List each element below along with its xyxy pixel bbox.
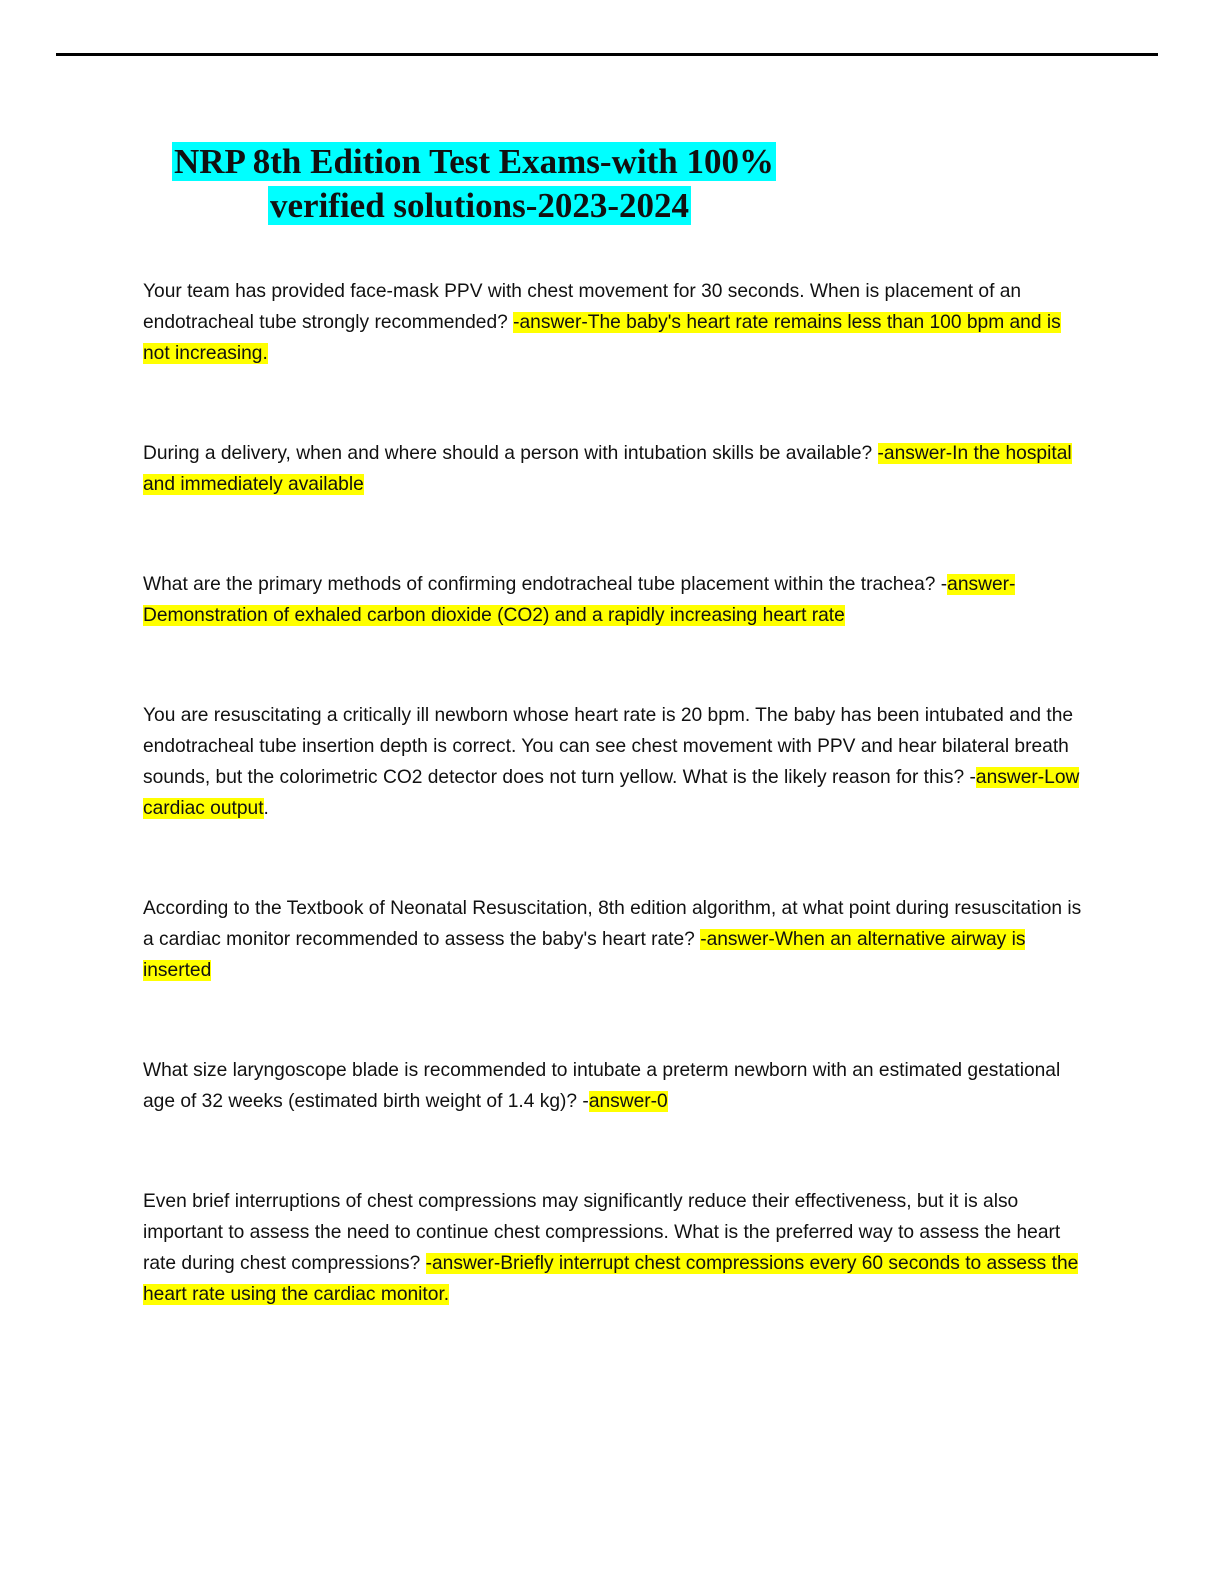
question-text: What are the primary methods of confirming endotracheal tube placement within the trachea? - — [143, 574, 948, 595]
question-text: During a delivery, when and where should a person with intubation skills be available? — [143, 443, 878, 464]
answer-text: answer-Demonstration of exhaled carbon dioxide (CO2) and a rapidly increasing heart rate — [143, 574, 1016, 626]
qa-item — [143, 700, 1083, 824]
title-line-2: verified solutions-2023-2024 — [270, 186, 690, 225]
question-text: Even brief interruptions of chest compressions may significantly reduce their effectiveness, but it is also important to assess the need to continue chest compressions. What is the preferred way to assess the heart rate during chest compressions? — [143, 1191, 1061, 1274]
qa-item — [143, 569, 1083, 631]
answer-text: -answer-Briefly interrupt chest compressions every 60 seconds to assess the heart rate using the cardiac monitor. — [143, 1253, 1079, 1305]
question-text: According to the Textbook of Neonatal Resuscitation, 8th edition algorithm, at what point during resuscitation is a cardiac monitor recommended to assess the baby's heart rate? — [143, 898, 1082, 950]
qa-item — [143, 893, 1083, 986]
answer-text: -answer-The baby's heart rate remains less than 100 bpm and is not increasing. — [143, 312, 1061, 364]
question-text: You are resuscitating a critically ill newborn whose heart rate is 20 bpm. The baby has been intubated and the endotracheal tube insertion depth is correct. You can see chest movement with PPV and hear bilateral breath sounds, but the colorimetric CO2 detector does not turn yellow. What is the likely reason for this? - — [143, 705, 1074, 788]
question-text: Your team has provided face-mask PPV with chest movement for 30 seconds. When is placement of an endotracheal tube strongly recommended? — [143, 281, 1022, 333]
document-title — [172, 140, 832, 228]
answer-text: -answer-When an alternative airway is inserted — [143, 929, 1026, 981]
qa-item — [143, 1186, 1083, 1310]
header-rule — [56, 53, 1158, 56]
answer-text: answer-0 — [588, 1091, 668, 1112]
qa-item — [143, 276, 1083, 369]
title-line-1: NRP 8th Edition Test Exams-with 100% — [174, 142, 774, 181]
qa-item — [143, 1055, 1083, 1117]
qa-item — [143, 438, 1083, 500]
answer-text: -answer-In the hospital and immediately available — [143, 443, 1072, 495]
question-text: What size laryngoscope blade is recommended to intubate a preterm newborn with an estimated gestational age of 32 weeks (estimated birth weight of 1.4 kg)? - — [143, 1060, 1061, 1112]
answer-tail: . — [263, 798, 269, 819]
answer-text: answer-Low cardiac output — [143, 767, 1080, 819]
